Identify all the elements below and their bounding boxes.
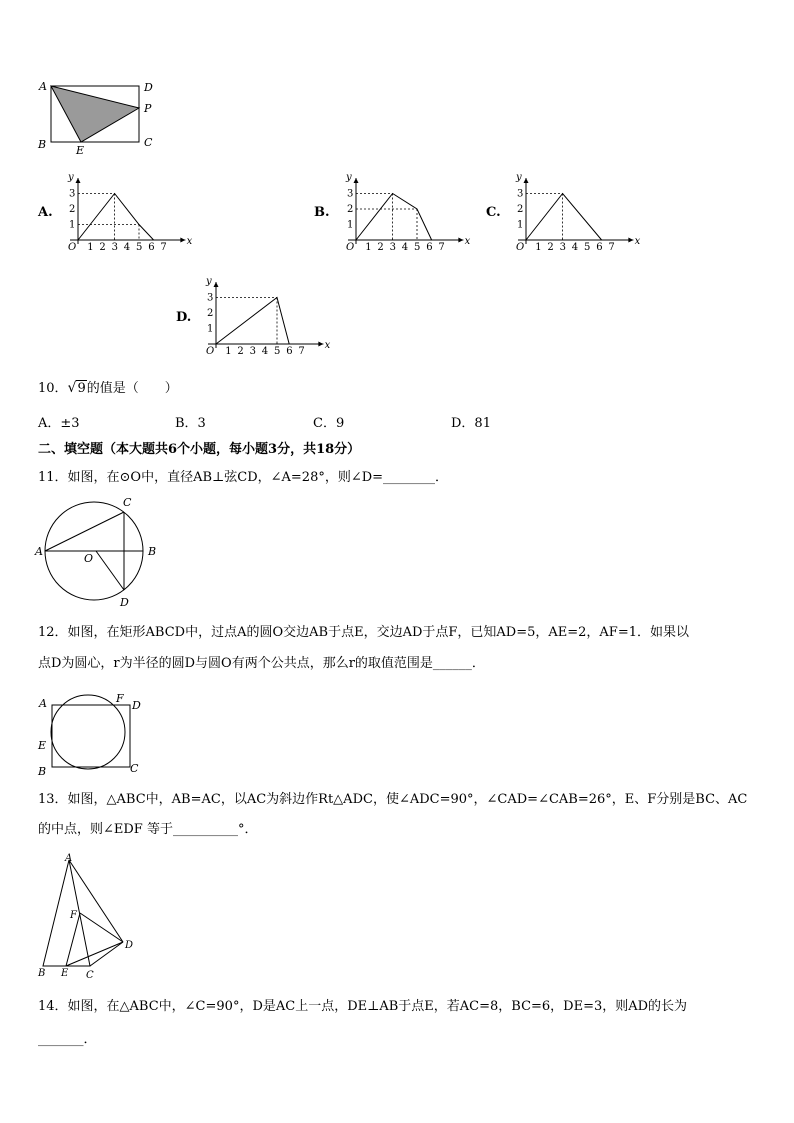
q10-option-a: A．±3 xyxy=(38,416,80,431)
label-e: E xyxy=(76,144,85,157)
y-tick-label: 2 xyxy=(517,204,524,215)
label-f: F xyxy=(116,692,124,705)
x-tick-label: 3 xyxy=(111,242,118,253)
graph-option-d xyxy=(200,272,331,357)
q10-number: 10． xyxy=(38,381,68,396)
q10-option-c: C．9 xyxy=(313,416,345,431)
x-tick-label: 1 xyxy=(365,242,372,253)
origin-label: O xyxy=(68,242,77,253)
option-d-label: D. xyxy=(176,310,192,325)
y-axis-label: y xyxy=(346,172,352,183)
q10-line xyxy=(38,381,178,395)
y-tick-label: 2 xyxy=(207,308,214,319)
x-axis-arrow xyxy=(458,238,463,243)
label-a: A xyxy=(39,697,47,710)
label-d: D xyxy=(120,596,129,609)
origin-label: O xyxy=(206,346,215,357)
y-tick-label: 2 xyxy=(347,204,354,215)
circle-figure xyxy=(34,490,164,615)
rectangle-circle-figure xyxy=(36,690,151,780)
x-tick-label: 2 xyxy=(377,242,384,253)
x-tick-label: 4 xyxy=(571,242,579,253)
label-p: P xyxy=(144,102,152,115)
label-c: C xyxy=(144,136,153,149)
label-d: D xyxy=(132,699,141,712)
graph-option-a xyxy=(62,168,193,253)
label-c: C xyxy=(123,496,132,509)
sqrt-symbol: √ xyxy=(67,380,77,396)
function-line xyxy=(526,194,602,241)
q13-line1: 13．如图，△ABC中，AB=AC，以AC为斜边作Rt△ADC，使∠ADC=90°，∠CAD=∠CAB=26°，E、F分别是BC、AC xyxy=(38,792,748,807)
x-tick-label: 2 xyxy=(237,346,244,357)
graph-option-c xyxy=(510,168,641,253)
x-tick-label: 7 xyxy=(608,242,615,253)
x-tick-label: 2 xyxy=(99,242,106,253)
label-e: E xyxy=(38,739,47,752)
x-axis-label: x xyxy=(634,236,641,247)
q12-line2: 点D为圆心，r为半径的圆D与圆O有两个公共点，那么r的取值范围是______． xyxy=(38,656,485,671)
q10-stem: 的值是（ ） xyxy=(86,381,178,396)
y-tick-label: 1 xyxy=(347,219,354,231)
y-axis-label: y xyxy=(68,172,74,183)
triangle-figure xyxy=(34,850,144,985)
label-e: E xyxy=(61,968,69,979)
x-tick-label: 1 xyxy=(225,346,232,357)
x-tick-label: 1 xyxy=(535,242,542,253)
y-axis-arrow xyxy=(354,178,359,183)
x-tick-label: 7 xyxy=(298,346,305,357)
y-tick-label: 3 xyxy=(517,188,524,200)
x-tick-label: 7 xyxy=(160,242,167,253)
option-c-label: C. xyxy=(486,205,501,220)
origin-label: O xyxy=(346,242,355,253)
x-tick-label: 4 xyxy=(123,242,131,253)
q10-option-b: B．3 xyxy=(175,416,206,431)
origin-label: O xyxy=(516,242,525,253)
x-tick-label: 3 xyxy=(249,346,256,357)
label-b: B xyxy=(38,968,46,979)
x-axis-label: x xyxy=(464,236,471,247)
label-c: C xyxy=(130,762,139,775)
label-b: B xyxy=(148,545,157,558)
q10-option-d: D．81 xyxy=(451,416,491,431)
x-tick-label: 5 xyxy=(274,346,281,357)
y-tick-label: 1 xyxy=(517,219,524,231)
x-axis-arrow xyxy=(318,342,323,347)
option-b-label: B. xyxy=(314,205,330,220)
label-b: B xyxy=(38,765,47,778)
label-f: F xyxy=(70,910,77,921)
x-tick-label: 6 xyxy=(426,242,433,253)
x-tick-label: 7 xyxy=(438,242,445,253)
x-tick-label: 6 xyxy=(596,242,603,253)
y-axis-arrow xyxy=(76,178,81,183)
q11-text: 11．如图，在⊙O中，直径AB⊥弦CD，∠A=28°，则∠D=________． xyxy=(38,470,449,485)
q14-line1: 14．如图，在△ABC中，∠C=90°，D是AC上一点，DE⊥AB于点E，若AC=8，BC=6，DE=3，则AD的长为 xyxy=(38,999,688,1014)
x-tick-label: 5 xyxy=(414,242,421,253)
x-tick-label: 5 xyxy=(136,242,143,253)
x-tick-label: 5 xyxy=(584,242,591,253)
y-tick-label: 3 xyxy=(69,188,76,200)
x-tick-label: 2 xyxy=(547,242,554,253)
y-tick-label: 1 xyxy=(69,219,76,231)
graph-option-b xyxy=(340,168,471,253)
label-b: B xyxy=(38,138,47,151)
y-tick-label: 1 xyxy=(207,323,214,335)
q13-line2: 的中点，则∠EDF 等于__________°． xyxy=(38,822,258,837)
x-tick-label: 1 xyxy=(87,242,94,253)
label-a: A xyxy=(39,80,47,93)
y-axis-label: y xyxy=(206,276,212,287)
label-a: A xyxy=(35,545,43,558)
q14-line2: _______． xyxy=(38,1032,97,1047)
x-tick-label: 4 xyxy=(401,242,409,253)
option-a-label: A. xyxy=(38,205,53,220)
y-axis-arrow xyxy=(214,282,219,287)
rectangle-figure xyxy=(36,78,156,158)
x-tick-label: 3 xyxy=(559,242,566,253)
x-tick-label: 4 xyxy=(261,346,269,357)
y-tick-label: 3 xyxy=(347,188,354,200)
label-d: D xyxy=(144,81,153,94)
y-axis-arrow xyxy=(524,178,529,183)
section-heading: 二、填空题（本大题共6个小题，每小题3分，共18分） xyxy=(38,442,361,457)
q12-line1: 12．如图，在矩形ABCD中，过点A的圆O交边AB于点E，交边AD于点F，已知AD=5，AE=2，AF=1．如果以 xyxy=(38,625,689,640)
x-axis-arrow xyxy=(180,238,185,243)
q10-radicand: 9 xyxy=(77,381,86,396)
x-axis-label: x xyxy=(186,236,193,247)
x-axis-label: x xyxy=(324,340,331,351)
x-tick-label: 6 xyxy=(148,242,155,253)
function-line xyxy=(356,194,432,241)
y-tick-label: 2 xyxy=(69,204,76,215)
y-tick-label: 3 xyxy=(207,292,214,304)
y-axis-label: y xyxy=(516,172,522,183)
label-o: O xyxy=(84,552,94,565)
x-tick-label: 3 xyxy=(389,242,396,253)
function-line xyxy=(216,298,289,345)
label-d: D xyxy=(125,940,134,951)
function-line xyxy=(78,194,154,241)
x-tick-label: 6 xyxy=(286,346,293,357)
x-axis-arrow xyxy=(628,238,633,243)
label-c: C xyxy=(86,970,94,981)
label-a: A xyxy=(65,853,73,864)
